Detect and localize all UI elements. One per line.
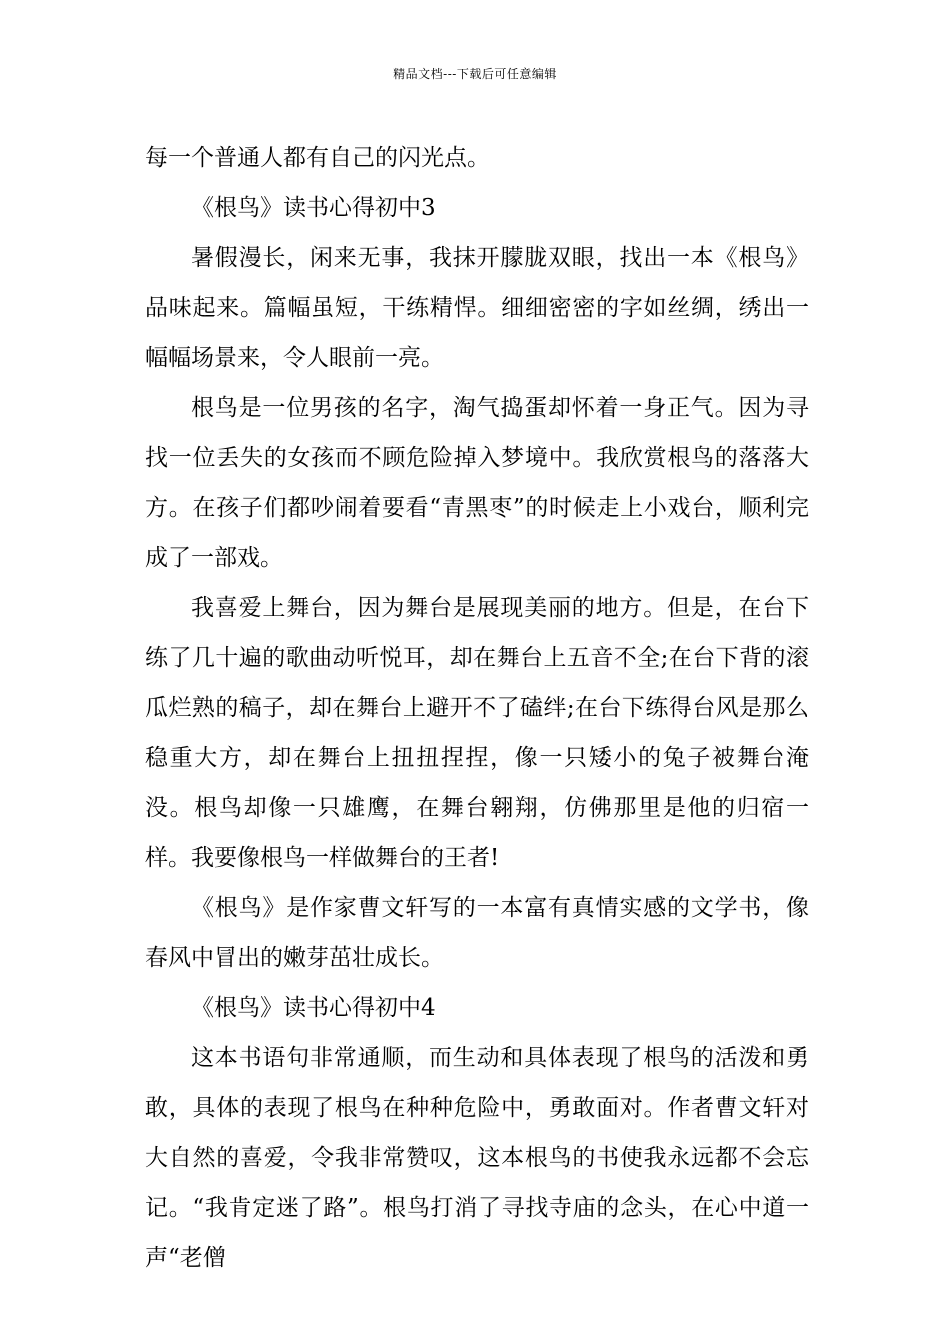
section-heading-4: 《根鸟》读书心得初中4 [191,995,436,1021]
document-body [145,133,809,1283]
paragraph: 《根鸟》是作家曹文轩写的一本富有真情实感的文学书，像春风中冒出的嫩芽茁壮成长。 [145,895,809,971]
paragraph: 暑假漫长，闲来无事，我抹开朦胧双眼，找出一本《根鸟》品味起来。篇幅虽短，干练精悍。细细密密的字如丝绸，绣出一幅幅场景来，令人眼前一亮。 [145,245,809,371]
page-header: 精品文档---下载后可任意编辑 [393,67,557,81]
paragraph: 我喜爱上舞台，因为舞台是展现美丽的地方。但是，在台下练了几十遍的歌曲动听悦耳，却在舞台上五音不全;在台下背的滚瓜烂熟的稿子，却在舞台上避开不了磕绊;在台下练得台风是那么稳重大方，却在舞台上扭扭捏捏，像一只矮小的兔子被舞台淹没。根鸟却像一只雄鹰，在舞台翱翔，仿佛那里是他的归宿一样。我要像根鸟一样做舞台的王者! [145,595,809,871]
paragraph-continued: 每一个普通人都有自己的闪光点。 [145,145,490,171]
paragraph: 根鸟是一位男孩的名字，淘气捣蛋却怀着一身正气。因为寻找一位丢失的女孩而不顾危险掉入梦境中。我欣赏根鸟的落落大方。在孩子们都吵闹着要看“青黑枣”的时候走上小戏台，顺利完成了一部戏。 [145,395,809,571]
section-heading-3: 《根鸟》读书心得初中3 [191,195,436,221]
paragraph: 这本书语句非常通顺，而生动和具体表现了根鸟的活泼和勇敢，具体的表现了根鸟在种种危险中，勇敢面对。作者曹文轩对大自然的喜爱，令我非常赞叹，这本根鸟的书使我永远都不会忘记。“我肯定迷了路”。根鸟打消了寻找寺庙的念头，在心中道一声“老僧 [145,1045,809,1271]
